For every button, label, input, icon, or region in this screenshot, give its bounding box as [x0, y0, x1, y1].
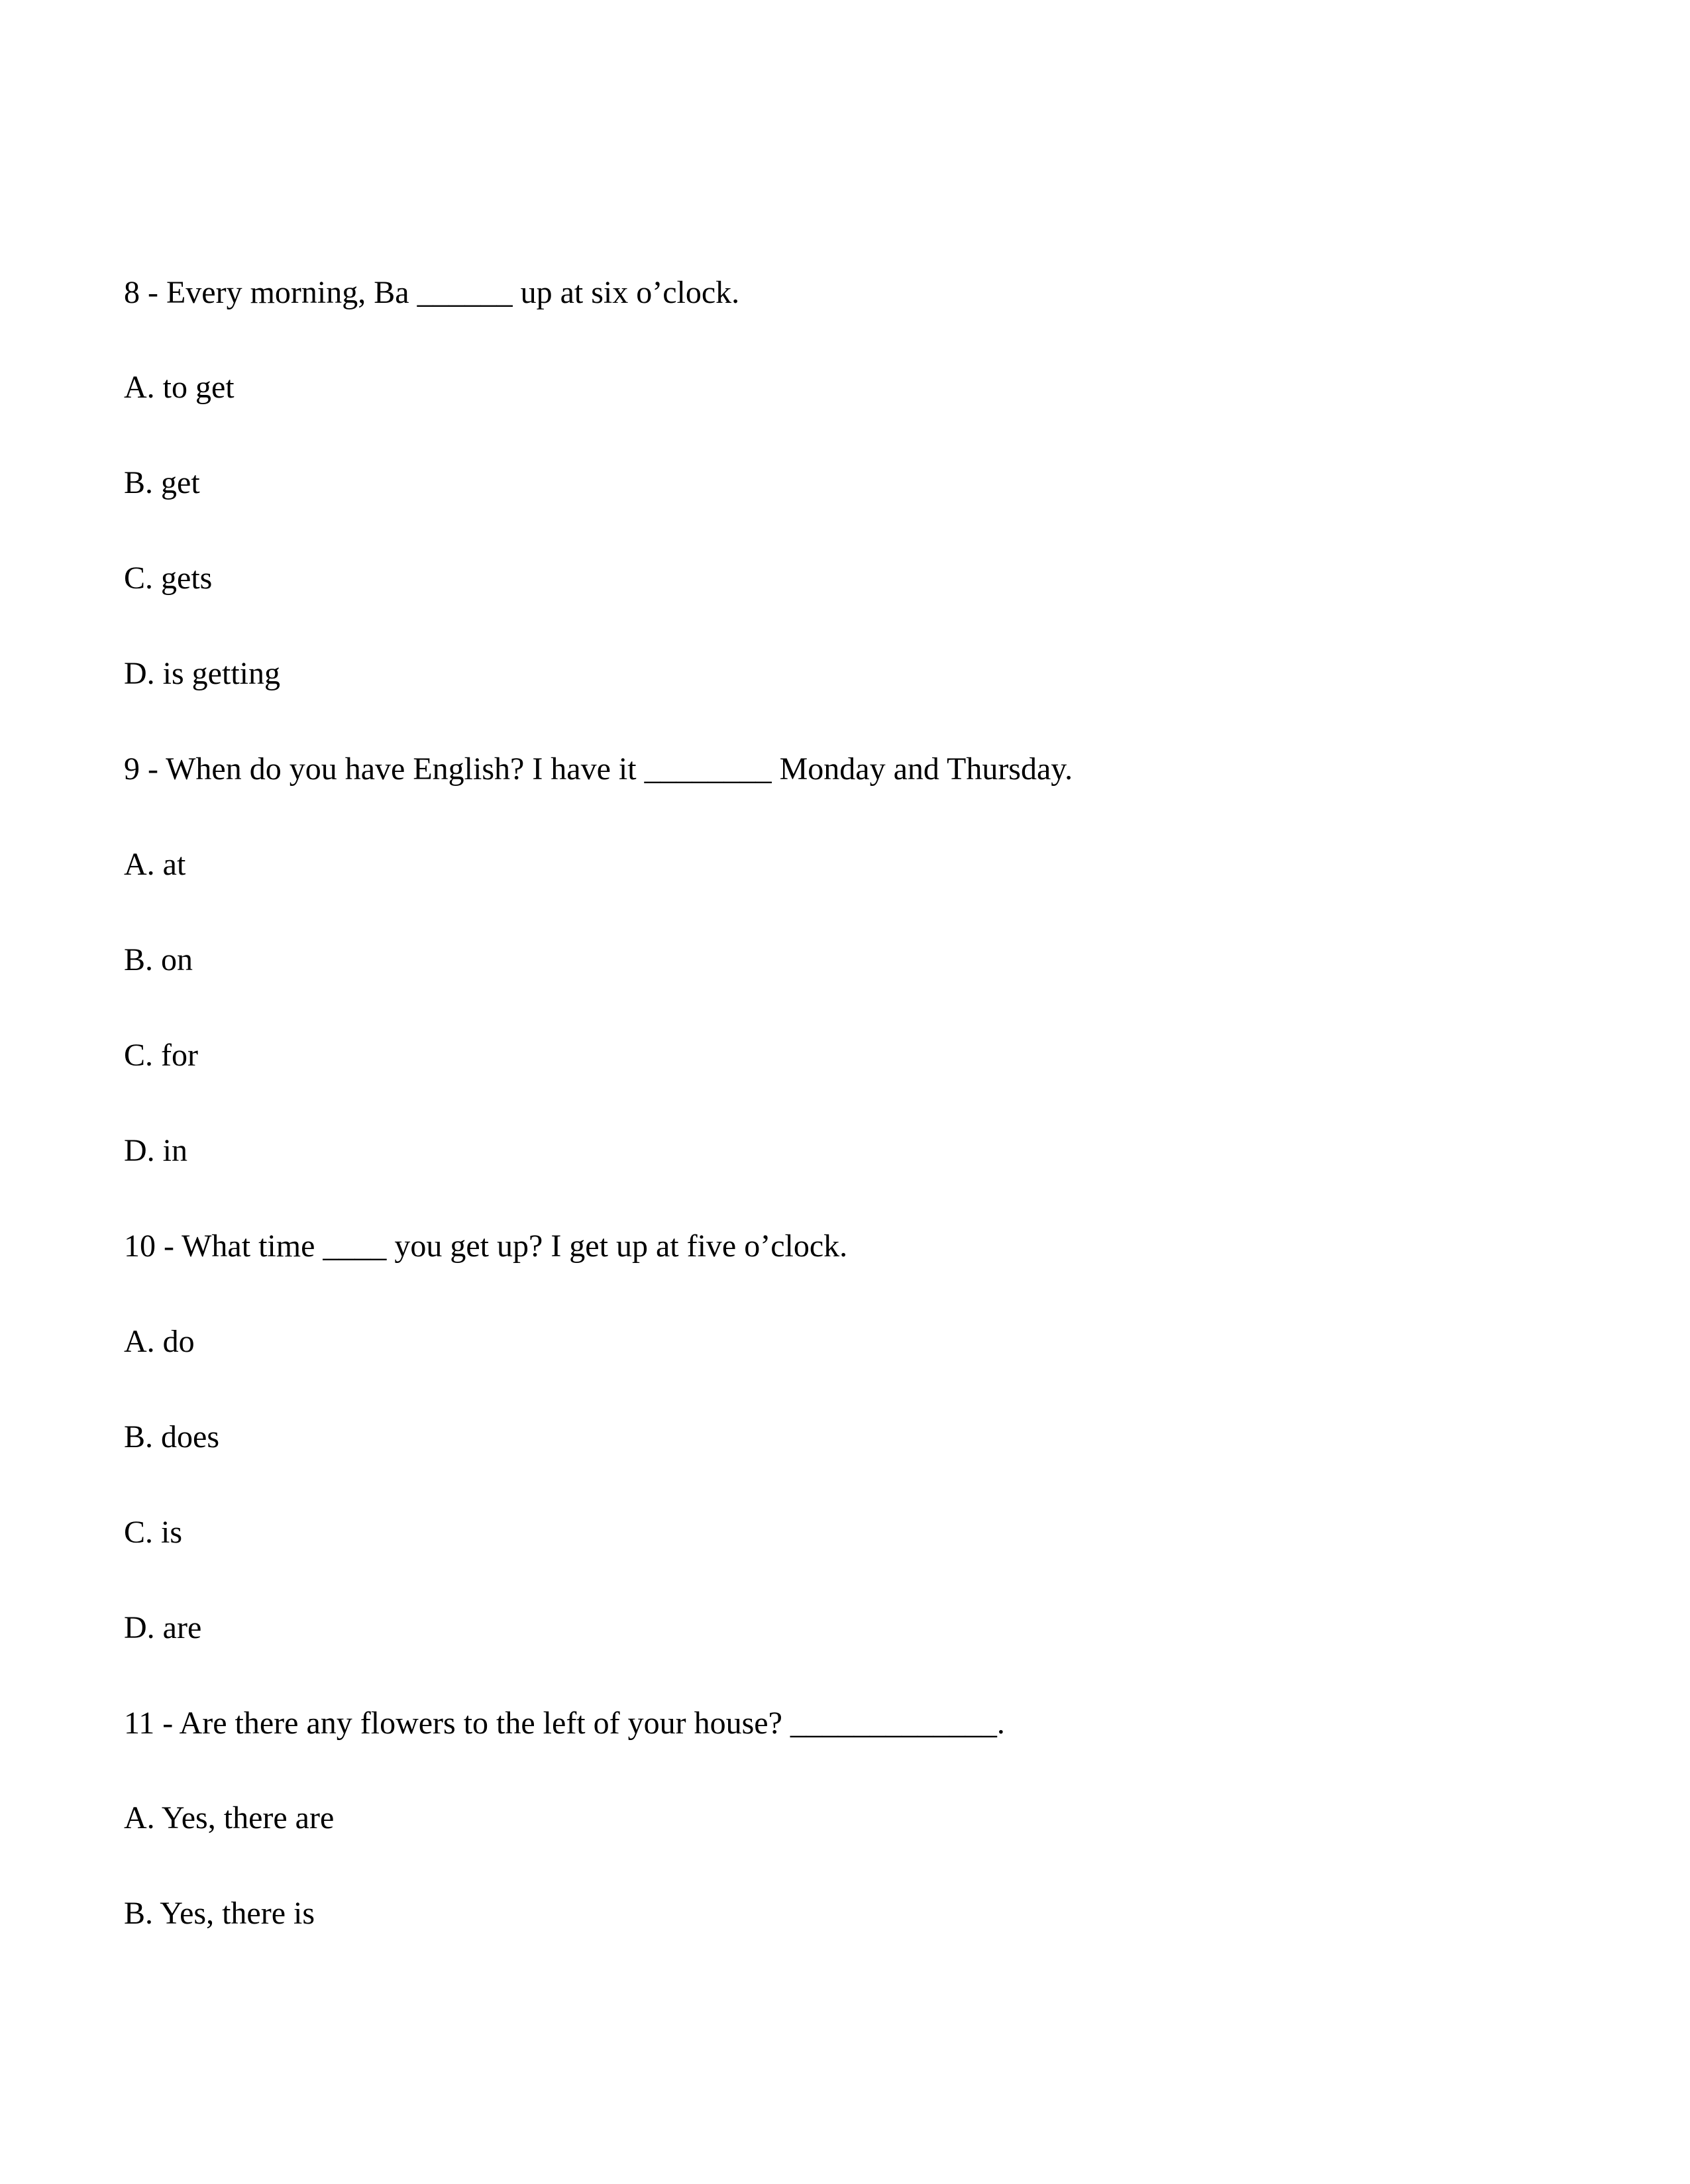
question-9-stem: 9 - When do you have English? I have it ________ Monday and Thursday. — [124, 751, 1073, 787]
question-11-option-b: B. Yes, there is — [124, 1896, 315, 1931]
question-10-option-c: C. is — [124, 1515, 183, 1550]
question-10-option-d: D. are — [124, 1610, 202, 1645]
question-10-option-a: A. do — [124, 1324, 195, 1359]
question-9-option-b: B. on — [124, 942, 193, 977]
question-8-option-b: B. get — [124, 465, 200, 500]
question-9-option-d: D. in — [124, 1133, 187, 1168]
question-11-option-a: A. Yes, there are — [124, 1800, 335, 1835]
question-8-option-c: C. gets — [124, 561, 213, 596]
question-10-stem: 10 - What time ____ you get up? I get up at five o’clock. — [124, 1228, 848, 1264]
question-11-stem: 11 - Are there any flowers to the left of your house? _____________. — [124, 1706, 1005, 1741]
question-8-option-a: A. to get — [124, 370, 235, 405]
question-9-option-a: A. at — [124, 847, 186, 882]
question-10-option-b: B. does — [124, 1419, 219, 1454]
question-8-stem: 8 - Every morning, Ba ______ up at six o’clock. — [124, 275, 740, 310]
question-8-option-d: D. is getting — [124, 656, 280, 691]
question-9-option-c: C. for — [124, 1038, 198, 1073]
